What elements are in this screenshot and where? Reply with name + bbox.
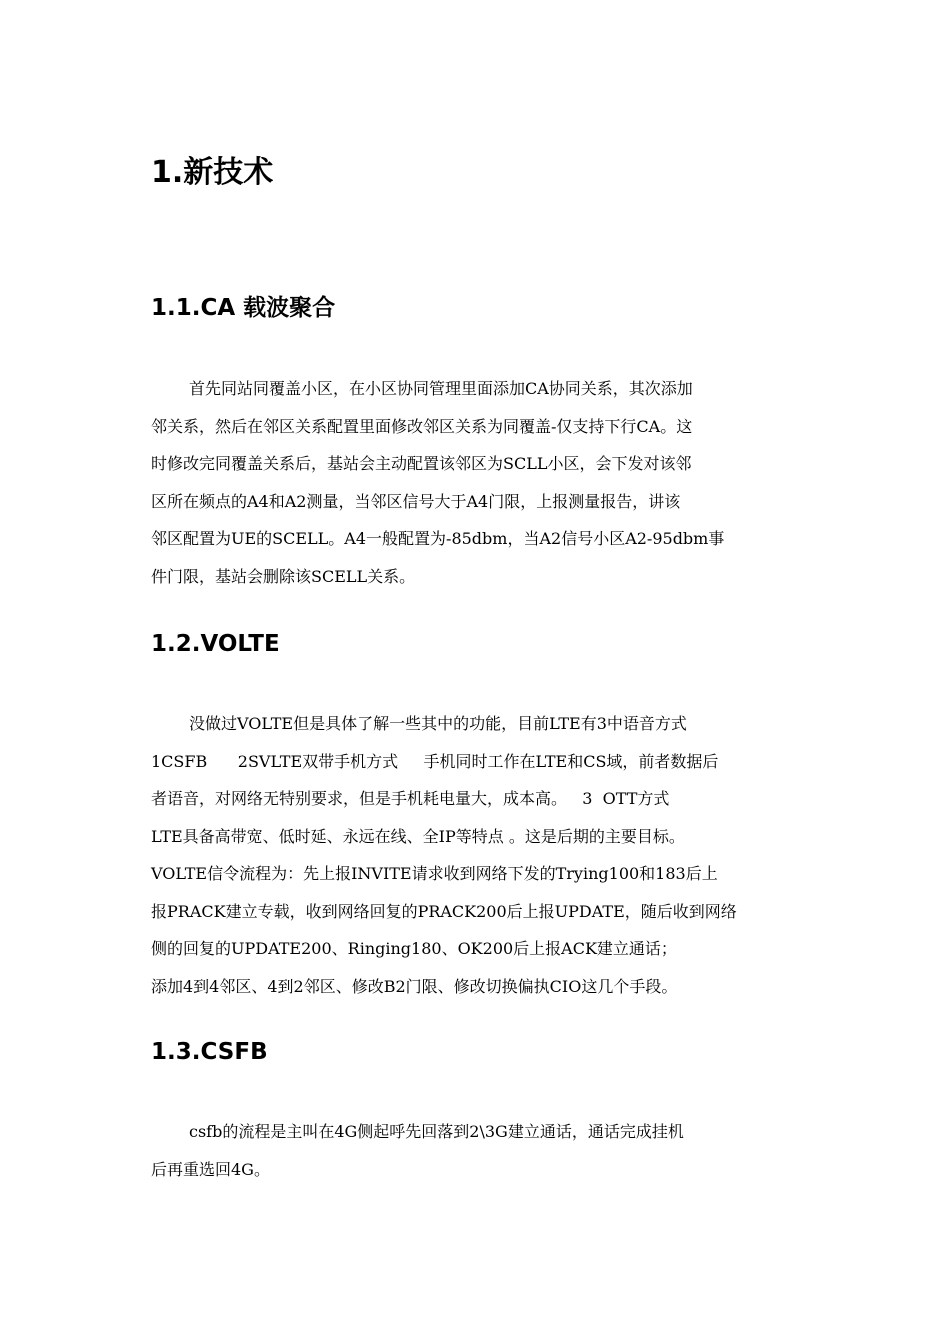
section-body-csfb (151, 1113, 803, 1188)
paragraph-line: 邻区配置为UE的SCELL。A4一般配置为-85dbm，当A2信号小区A2-95dbm事 (151, 529, 725, 548)
paragraph-line: 区所在频点的A4和A2测量，当邻区信号大于A4门限，上报测量报告，讲该 (151, 491, 681, 511)
section-heading-csfb: 1.3.CSFB (151, 1039, 268, 1065)
paragraph-line: 者语音，对网络无特别要求，但是手机耗电量大，成本高。 3 OTT方式 (151, 789, 670, 808)
paragraph-line: 报PRACK建立专载，收到网络回复的PRACK200后上报UPDATE，随后收到网络 (151, 901, 737, 921)
paragraph-line: LTE具备高带宽、低时延、永远在线、全IP等特点 。这是后期的主要目标。 (151, 826, 685, 846)
section-heading-volte: 1.2.VOLTE (151, 631, 280, 657)
paragraph-line: csfb的流程是主叫在4G侧起呼先回落到2\3G建立通话，通话完成挂机 (189, 1122, 684, 1141)
paragraph-line: 邻关系，然后在邻区关系配置里面修改邻区关系为同覆盖-仅支持下行CA。这 (151, 416, 693, 436)
paragraph-line: 没做过VOLTE但是具体了解一些其中的功能，目前LTE有3中语音方式 (189, 714, 687, 733)
chapter-heading: 1.新技术 (151, 155, 274, 190)
paragraph-line: 添加4到4邻区、4到2邻区、修改B2门限、修改切换偏执CIO这几个手段。 (151, 976, 678, 996)
paragraph-line: 1CSFB 2SVLTE双带手机方式 手机同时工作在LTE和CS域，前者数据后 (151, 751, 719, 771)
section-body-ca (151, 370, 803, 595)
section-body-volte (151, 705, 803, 1005)
paragraph-line: 侧的回复的UPDATE200、Ringing180、OK200后上报ACK建立通话； (151, 939, 677, 958)
paragraph-line: 后再重选回4G。 (151, 1159, 270, 1179)
paragraph-line: 件门限，基站会删除该SCELL关系。 (151, 566, 416, 586)
paragraph-line: VOLTE信令流程为：先上报INVITE请求收到网络下发的Trying100和183后上 (151, 864, 718, 883)
paragraph-line: 时修改完同覆盖关系后，基站会主动配置该邻区为SCLL小区，会下发对该邻 (151, 454, 692, 473)
section-heading-ca: 1.1.CA 载波聚合 (151, 295, 336, 321)
paragraph-line: 首先同站同覆盖小区，在小区协同管理里面添加CA协同关系，其次添加 (189, 379, 693, 398)
